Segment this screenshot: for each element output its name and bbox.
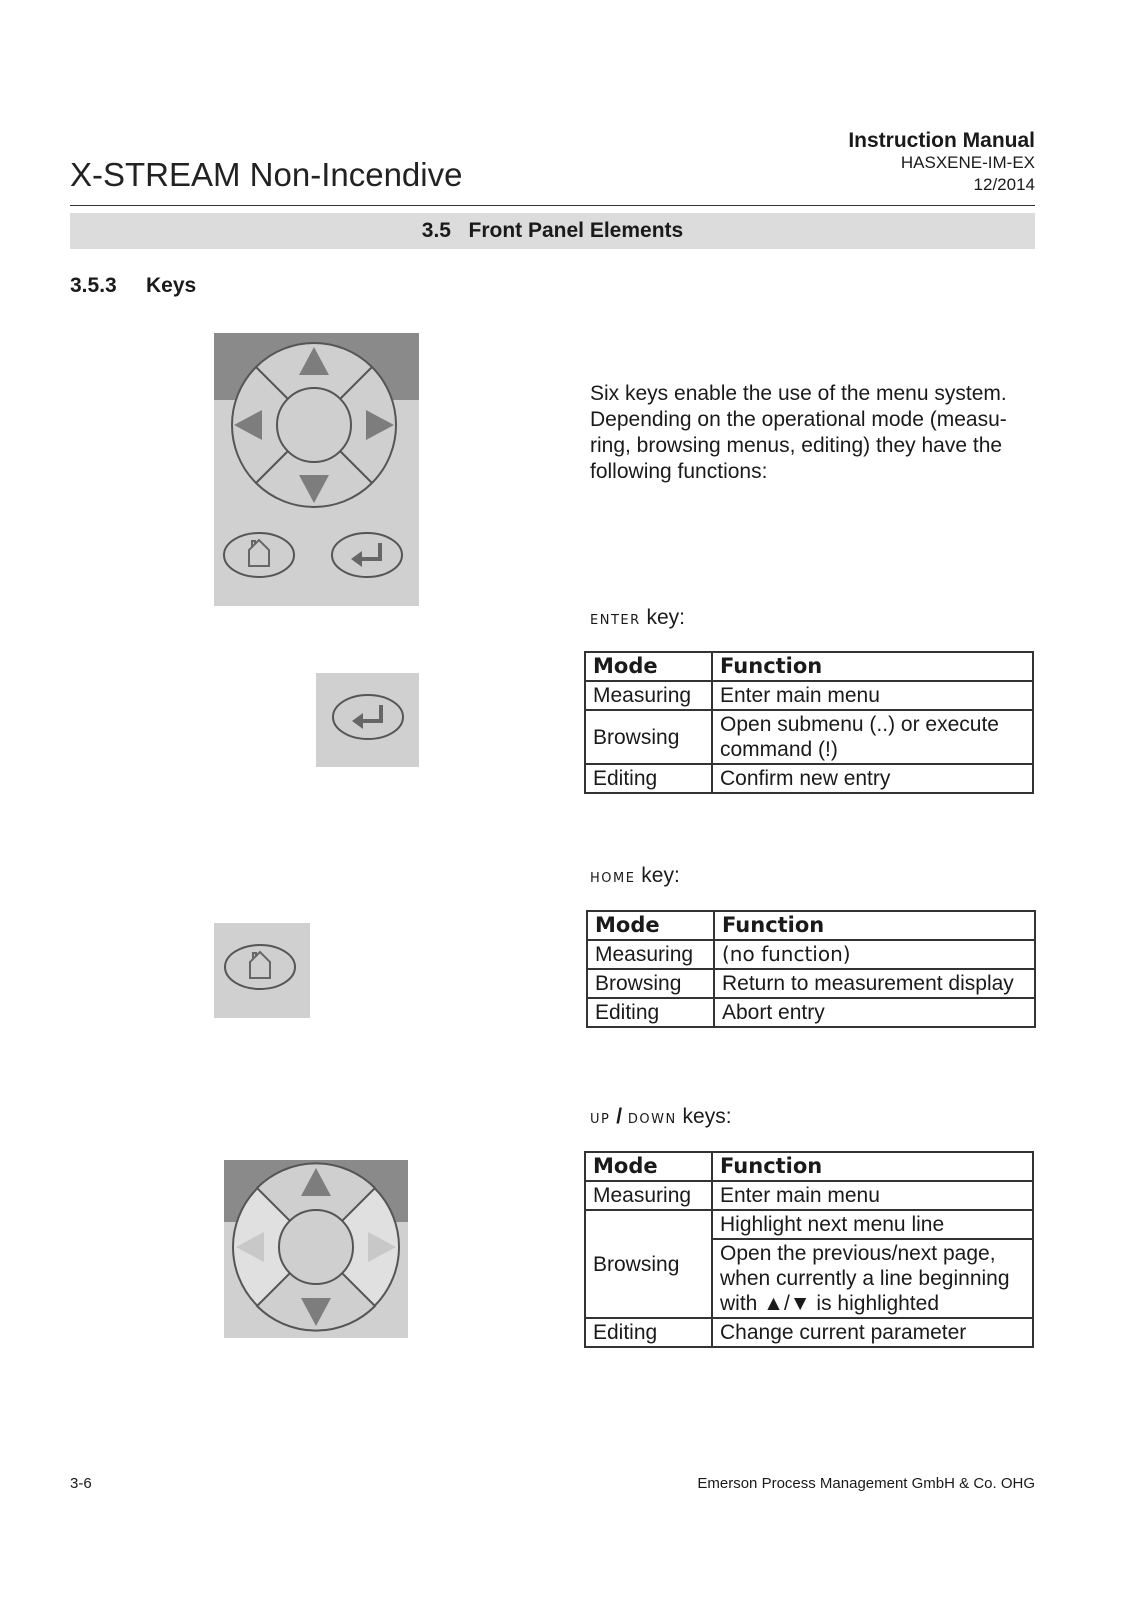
enter-key-name: ENTER	[590, 613, 641, 628]
doc-id: HASXENE-IM-EX	[900, 153, 1035, 172]
function-cell: Confirm new entry	[712, 764, 1033, 793]
table-row	[585, 1181, 1033, 1210]
manual-label: Instruction Manual	[848, 129, 1035, 152]
home-function-table	[586, 910, 1036, 1028]
table-row	[587, 998, 1035, 1027]
enter-function-table	[584, 651, 1034, 794]
mode-cell: Measuring	[587, 940, 714, 969]
function-header: Function	[714, 911, 1035, 940]
mode-cell: Measuring	[585, 1181, 712, 1210]
function-cell: Enter main menu	[712, 1181, 1033, 1210]
enter-key-illustration	[316, 673, 419, 767]
subsection-number: 3.5.3	[70, 274, 117, 297]
company-name: Emerson Process Management GmbH & Co. OHG	[697, 1475, 1035, 1492]
mode-header: Mode	[585, 652, 712, 681]
key-separator: /	[610, 1105, 628, 1128]
mode-cell: Browsing	[587, 969, 714, 998]
mode-cell: Browsing	[585, 710, 712, 764]
mode-cell: Editing	[587, 998, 714, 1027]
table-header-row	[585, 652, 1033, 681]
function-cell: (no function)	[714, 940, 1035, 969]
home-key-illustration	[214, 923, 310, 1018]
intro-paragraph: Six keys enable the use of the menu system. Depending on the operational mode (measu-ring, browsing menus, editing) they have the following functions:	[590, 382, 1007, 483]
mode-cell: Editing	[585, 1318, 712, 1347]
table-header-row	[587, 911, 1035, 940]
table-row	[587, 969, 1035, 998]
section-number: 3.5	[421, 219, 451, 242]
updown-key-label	[590, 1105, 732, 1129]
section-heading	[70, 213, 1035, 249]
table-row	[585, 1210, 1033, 1239]
mode-header: Mode	[585, 1152, 712, 1181]
function-header: Function	[712, 652, 1033, 681]
updown-keypad-illustration	[224, 1160, 408, 1338]
keypad-illustration	[214, 333, 419, 606]
down-key-name: DOWN	[627, 1112, 677, 1127]
subsection-title: Keys	[146, 274, 197, 297]
function-cell: Enter main menu	[712, 681, 1033, 710]
mode-cell: Measuring	[585, 681, 712, 710]
function-cell: Open the previous/next page, when currently a line beginning with ▲/▼ is highlighted	[712, 1239, 1033, 1318]
function-cell: Highlight next menu line	[712, 1210, 1033, 1239]
doc-date: 12/2014	[973, 175, 1035, 194]
mode-header: Mode	[587, 911, 714, 940]
home-key-suffix: key:	[635, 864, 680, 887]
home-key	[224, 533, 294, 577]
table-row	[585, 710, 1033, 764]
function-cell: Abort entry	[714, 998, 1035, 1027]
mode-cell: Editing	[585, 764, 712, 793]
function-cell: Change current parameter	[712, 1318, 1033, 1347]
enter-key-label	[590, 606, 685, 630]
mode-cell: Browsing	[585, 1210, 712, 1318]
updown-function-table	[584, 1151, 1034, 1348]
table-row	[585, 1318, 1033, 1347]
header-info	[848, 130, 1035, 196]
header-rule	[70, 205, 1035, 206]
table-row	[585, 764, 1033, 793]
nav-pad	[232, 343, 396, 507]
up-key-name: UP	[590, 1112, 611, 1127]
page-number: 3-6	[70, 1475, 92, 1492]
home-key-label	[590, 864, 680, 888]
enter-key	[332, 533, 402, 577]
home-key-name: HOME	[590, 871, 636, 886]
table-header-row	[585, 1152, 1033, 1181]
function-header: Function	[712, 1152, 1033, 1181]
updown-key-suffix: keys:	[676, 1105, 732, 1128]
section-title: Front Panel Elements	[468, 219, 684, 242]
subsection-heading	[70, 274, 196, 298]
table-row	[585, 681, 1033, 710]
function-cell: Open submenu (..) or execute command (!)	[712, 710, 1033, 764]
table-row	[587, 940, 1035, 969]
document-title: X-STREAM Non-Incendive	[70, 156, 463, 193]
enter-key-suffix: key:	[640, 606, 685, 629]
function-cell: Return to measurement display	[714, 969, 1035, 998]
